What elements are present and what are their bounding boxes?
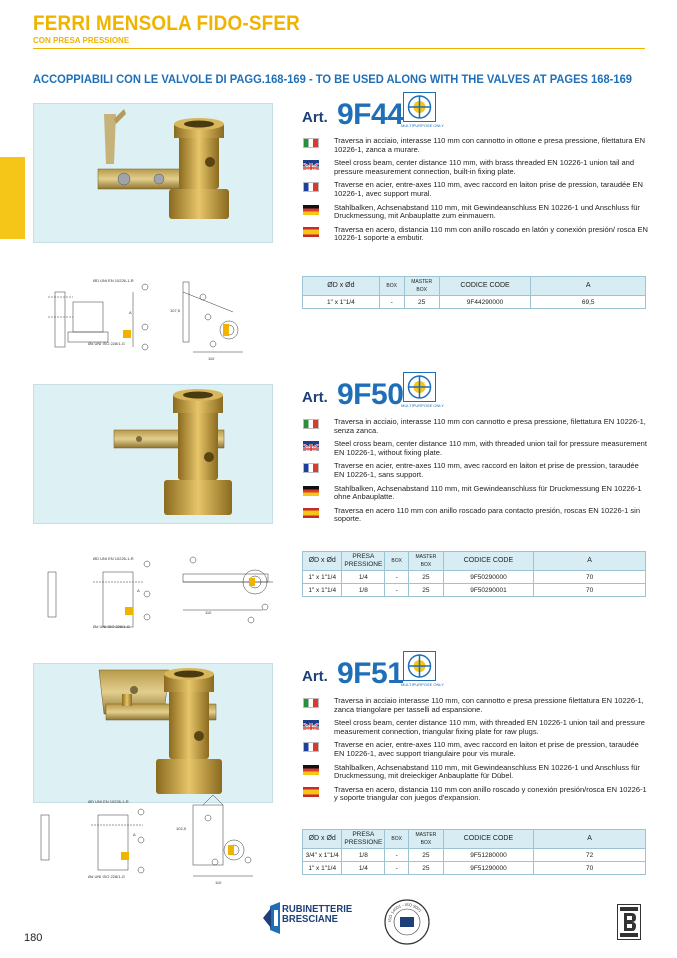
spain-flag-icon — [303, 508, 319, 518]
italy-flag-icon — [303, 138, 319, 148]
drawing-label-thread-g: Ød UNI ISO 228/1-G — [93, 624, 130, 629]
description-de: Stahlbalken, Achsenabstand 110 mm, mit Gewindeanschluss EN 10226-1 und Anschluss für Druckmessung, mit Anbauplatte zum einmauern. — [303, 204, 648, 221]
product-photo-9f44 — [33, 103, 273, 243]
article-prefix: Art. — [302, 109, 328, 126]
product-photo-9f51 — [33, 663, 273, 803]
table-header-row: ØD x Ød BOX MASTER BOX CODICE CODE A — [303, 277, 646, 296]
drawing-label-width: 110 — [208, 356, 215, 361]
description-de: Stahlbalken, Achsenabstand 110 mm, mit Gewindeanschluss für Druckmessung EN 10226-1 ohne Anbauplatte. — [303, 485, 648, 502]
description-fr: Traverse en acier, entre-axes 110 mm, avec raccord en laiton et prise de pression, taraudée EN 10226-1, avec support triangulaire pour vis murale. — [303, 741, 648, 758]
descriptions-9f51 — [303, 697, 648, 808]
brand-b-logo-icon — [617, 904, 641, 940]
brand-name: RUBINETTERIE BRESCIANE — [282, 904, 353, 925]
germany-flag-icon — [303, 765, 319, 775]
france-flag-icon — [303, 182, 319, 192]
descriptions-9f50 — [303, 418, 648, 529]
article-code: 9F50 — [337, 378, 404, 411]
italy-flag-icon — [303, 698, 319, 708]
drawing-label-thread-r: ØD UNI EN 10226-1-R — [93, 556, 134, 561]
technical-drawing-9f50 — [33, 552, 273, 652]
description-es: Traversa en acero, distancia 110 mm con anillo roscado en latón y conexión presión/ rosca EN 10226-1 soporte a embutir. — [303, 226, 648, 243]
italy-flag-icon — [303, 419, 319, 429]
article-code: 9F44 — [337, 98, 404, 131]
uk-flag-icon — [303, 441, 319, 451]
drawing-label-thread-r: ØD UNI EN 10226-1-R — [88, 799, 129, 804]
multipurpose-label: MULTIPURPOSE ONLY — [401, 682, 444, 687]
description-gb: Steel cross beam, center distance 110 mm, with brass threaded EN 10226-1 union tail and pressure measurement connection, built-in fixing plate. — [303, 159, 648, 176]
article-code: 9F51 — [337, 657, 404, 690]
drawing-label-thread-g: Ød UNI ISO 228/1-G — [88, 874, 125, 879]
spain-flag-icon — [303, 787, 319, 797]
drawing-label-thread-r: ØD UNI EN 10226-1-R — [93, 278, 134, 283]
multipurpose-badge-icon — [403, 372, 436, 402]
table-row: 1" x 1"1/4 1/8 - 25 9F50290001 70 — [303, 584, 646, 597]
germany-flag-icon — [303, 486, 319, 496]
page-number: 180 — [24, 932, 43, 944]
table-header-row: ØD x Ød PRESA PRESSIONE BOX MASTER BOX CODICE CODE A — [303, 552, 646, 571]
description-de: Stahlbalken, Achsenabstand 110 mm, mit Gewindeanschluss EN 10226-1 und Anschluss für Druckmessung, mit dreieckiger Anbauplatte für Dübel. — [303, 764, 648, 781]
table-row: 3/4" x 1"1/4 1/8 - 25 9F51280000 72 — [303, 849, 646, 862]
description-gb: Steel cross beam, center distance 110 mm, with threaded EN 10226-1 union tail and pressure measurement connection, triangular fixing plate for raw plugs. — [303, 719, 648, 736]
description-es: Traversa en acero, distancia 110 mm con anillo roscado y conexión presión/rosca EN 10226-1 y soporte triangular con juegos d'expansion. — [303, 786, 648, 803]
compatibility-banner: ACCOPPIABILI CON LE VALVOLE DI PAGG.168-169 - TO BE USED ALONG WITH THE VALVES AT PAGES 168-169 — [33, 72, 633, 86]
technical-drawing-9f44 — [33, 272, 273, 372]
drawing-label-a: A — [133, 832, 136, 837]
descriptions-9f44 — [303, 137, 648, 248]
description-it: Traversa in acciaio, interasse 110 mm con cannotto e presa pressione, filettatura EN 10226-1, senza zanca. — [303, 418, 648, 435]
drawing-label-a: A — [137, 588, 140, 593]
uk-flag-icon — [303, 160, 319, 170]
description-gb: Steel cross beam, center distance 110 mm, with threaded union tail for pressure measurement EN 10226-1, without fixing plate. — [303, 440, 648, 457]
bracket-photo-9f50-illustration — [34, 385, 273, 524]
article-prefix: Art. — [302, 389, 328, 406]
section-tab — [0, 157, 25, 239]
table-header-row: ØD x Ød PRESA PRESSIONE BOX MASTER BOX CODICE CODE A — [303, 830, 646, 849]
article-header-9f44 — [302, 92, 442, 132]
header-divider — [33, 48, 645, 49]
multipurpose-label: MULTIPURPOSE ONLY — [401, 123, 444, 128]
spec-table-9f51 — [302, 829, 646, 875]
article-prefix: Art. — [302, 668, 328, 685]
multipurpose-label: MULTIPURPOSE ONLY — [401, 403, 444, 408]
page-subtitle: CON PRESA PRESSIONE — [33, 36, 130, 45]
table-row: 1" x 1"1/4 - 25 9F44290000 69,5 — [303, 296, 646, 309]
technical-drawing-9f51 — [33, 790, 273, 890]
table-row: 1" x 1"1/4 1/4 - 25 9F50290000 70 — [303, 571, 646, 584]
article-header-9f51 — [302, 651, 442, 691]
drawing-label-width: 110 — [215, 880, 222, 885]
spain-flag-icon — [303, 227, 319, 237]
page-title: FERRI MENSOLA FIDO-SFER — [33, 12, 300, 35]
multipurpose-badge-icon — [403, 651, 436, 681]
spec-table-9f44 — [302, 276, 646, 309]
product-photo-9f50 — [33, 384, 273, 524]
table-row: 1" x 1"1/4 1/4 - 25 9F51290000 70 — [303, 862, 646, 875]
iso-certification-seal-icon — [383, 898, 431, 946]
france-flag-icon — [303, 463, 319, 473]
svg-text:ISO 14001 - ISO 9001: ISO 14001 - ISO 9001 — [386, 901, 423, 923]
description-it: Traversa in acciaio interasse 110 mm, con cannotto e presa pressione filettatura EN 10226-1, zanca triangolare per tasselli ad espansione. — [303, 697, 648, 714]
description-es: Traversa en acero 110 mm con anillo roscado para contacto presión, roscas EN 10226-1 sin soporte. — [303, 507, 648, 524]
description-it: Traversa in acciaio, interasse 110 mm con cannotto in ottone e presa pressione, filettatura EN 10226-1, zanca a murare. — [303, 137, 648, 154]
multipurpose-badge-icon — [403, 92, 436, 122]
drawing-label-thread-g: Ød UNI ISO 228/1-G — [88, 341, 125, 346]
uk-flag-icon — [303, 720, 319, 730]
description-fr: Traverse en acier, entre-axes 110 mm, avec raccord en laiton et prise de pression, taraudée EN 10226-1, sans support. — [303, 462, 648, 479]
spec-table-9f50 — [302, 551, 646, 597]
description-fr: Traverse en acier, entre-axes 110 mm, avec raccord en laiton prise de pression, taraudée EN 10226-1, avec support mural. — [303, 181, 648, 198]
drawing-label-width: 110 — [205, 610, 212, 615]
drawing-label-a: A — [129, 310, 132, 315]
bracket-photo-9f51-illustration — [34, 664, 273, 803]
drawing-label-height: 107,5 — [170, 308, 181, 313]
bracket-photo-9f44-illustration — [34, 104, 273, 243]
article-header-9f50 — [302, 372, 442, 412]
france-flag-icon — [303, 742, 319, 752]
drawing-label-height: 102,5 — [176, 826, 187, 831]
germany-flag-icon — [303, 205, 319, 215]
